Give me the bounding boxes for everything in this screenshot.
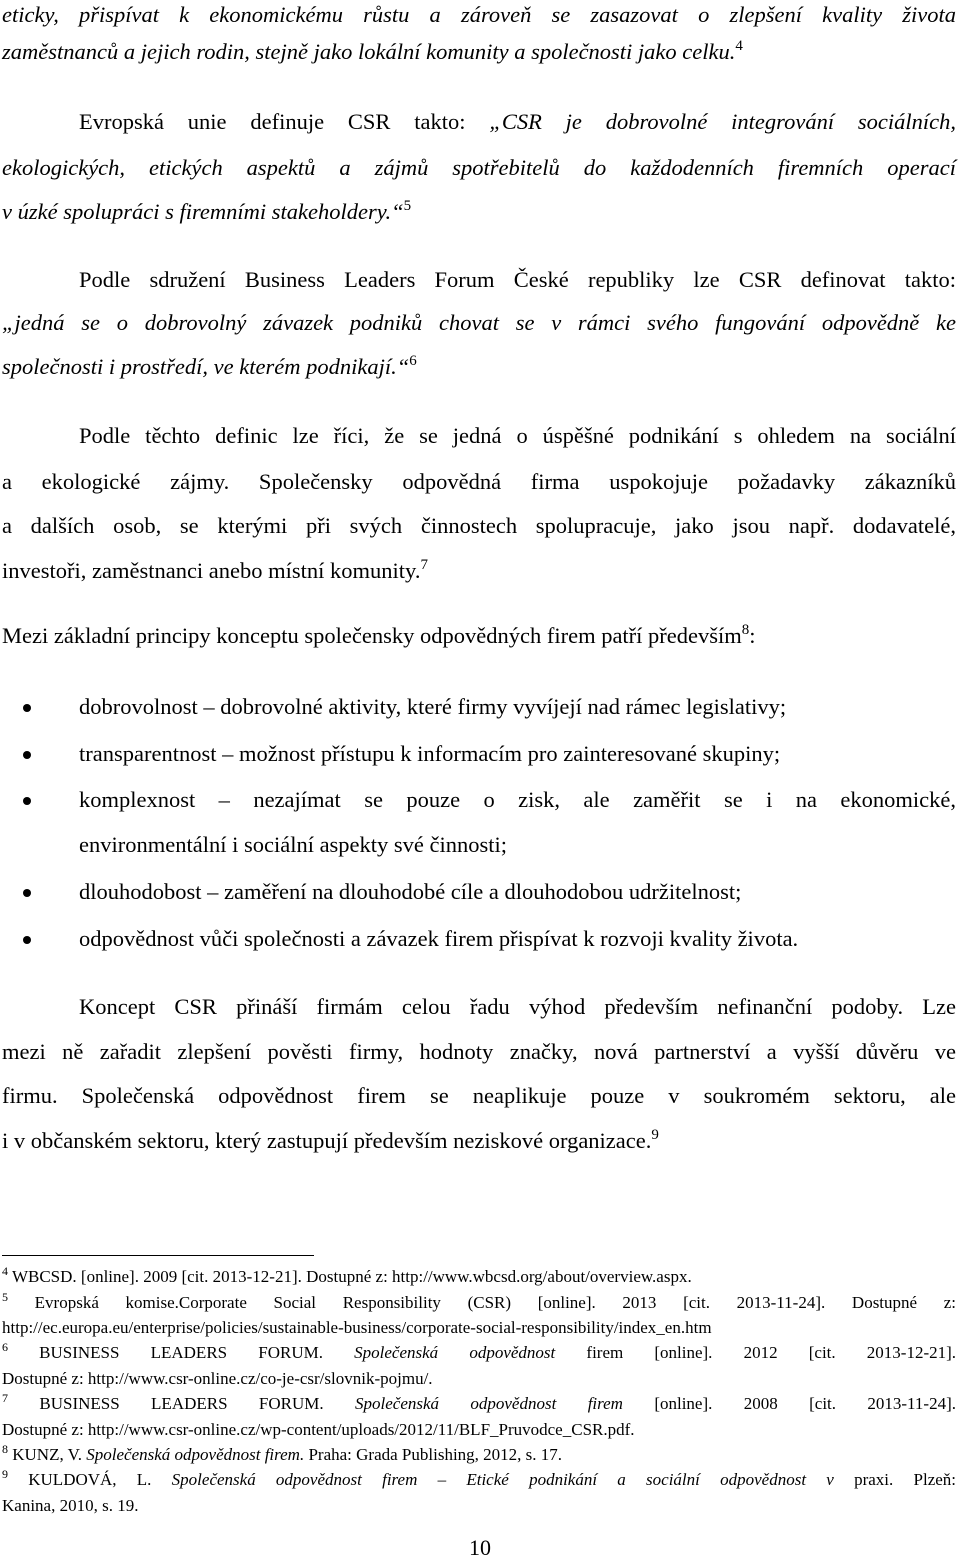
bullet-icon <box>23 936 31 944</box>
list-item: transparentnost – možnost přístupu k informacím pro zainteresované skupiny; <box>0 739 960 769</box>
footnote-separator <box>2 1255 314 1256</box>
page-number: 10 <box>469 1535 491 1560</box>
paragraph-line: Evropská unie definuje CSR takto: „CSR je dobrovolné integrování sociálních, <box>79 109 956 134</box>
footnote-5-url[interactable]: http://ec.europa.eu/enterprise/policies/sustainable-business/corporate-social-responsibility/index_en.htm <box>2 1318 712 1337</box>
footnote-7: $^7$ BUSINESS LEADERS FORUM. Společenská odpovědnost firem [online]. 2008 [cit. 2013-11-24]. <box>2 1391 956 1413</box>
paragraph-line: Podle těchto definic lze říci, že se jedná o úspěšné podnikání s ohledem na sociální <box>79 423 956 448</box>
paragraph-line: „jedná se o dobrovolný závazek podniků chovat se v rámci svého fungování odpovědně ke <box>2 310 956 335</box>
paragraph-line: a dalších osob, se kterými při svých činnostech spolupracuje, jako jsou např. dodavatelé, <box>2 513 956 538</box>
paragraph-line: Koncept CSR přináší firmám celou řadu výhod především nefinanční podoby. Lze <box>79 994 956 1019</box>
paragraph-line: zaměstnanců a jejich rodin, stejně jako lokální komunity a společnosti jako celku.$^4$ <box>2 38 743 64</box>
footnote-4: $^4$ WBCSD. [online]. 2009 [cit. 2013-12-21]. Dostupné z: http://www.wbcsd.org/about/overview.aspx. <box>2 1264 692 1286</box>
footnote-ref[interactable]: 5 <box>403 198 412 214</box>
footnote-6-url[interactable]: Dostupné z: http://www.csr-online.cz/co-je-csr/slovnik-pojmu/. <box>2 1369 433 1388</box>
footnote-ref[interactable]: 4 <box>735 38 743 54</box>
footnote-ref[interactable]: 6 <box>409 353 417 369</box>
list-item: komplexnost – nezajímat se pouze o zisk, ale zaměřit se i na ekonomické, <box>0 785 960 815</box>
footnote-9-cont: Kanina, 2010, s. 19. <box>2 1496 139 1515</box>
list-item: dlouhodobost – zaměření na dlouhodobé cíle a dlouhodobou udržitelnost; <box>0 877 960 907</box>
bullet-icon <box>23 751 31 759</box>
paragraph-line: mezi ně zařadit zlepšení pověsti firmy, hodnoty značky, nová partnerství a vyšší důvěru ve <box>2 1039 956 1064</box>
footnote-ref[interactable]: 7 <box>420 557 428 573</box>
footnote-9: $^9$ KULDOVÁ, L. Společenská odpovědnost firem – Etické podnikání a sociální odpovědnost v praxi. Plzeň: <box>2 1467 957 1489</box>
footnote-ref[interactable]: 9 <box>651 1127 659 1143</box>
paragraph-line: a ekologické zájmy. Společensky odpovědná firma uspokojuje požadavky zákazníků <box>2 469 956 494</box>
bullet-icon <box>23 889 31 897</box>
bullet-icon <box>23 797 31 805</box>
list-item: odpovědnost vůči společnosti a závazek firem přispívat k rozvoji kvality života. <box>0 924 960 954</box>
paragraph-line: Mezi základní principy konceptu společensky odpovědných firem patří především$^8$: <box>2 622 756 648</box>
footnote-5: $^5$ Evropská komise.Corporate Social Responsibility (CSR) [online]. 2013 [cit. 2013-11-24]. Dostupné z: <box>2 1290 957 1312</box>
paragraph-line: v úzké spolupráci s firemními stakeholdery.“$^5$ <box>2 198 412 224</box>
list-item: dobrovolnost – dobrovolné aktivity, které firmy vyvíjejí nad rámec legislativy; <box>0 692 960 722</box>
paragraph-line: společnosti i prostředí, ve kterém podnikají.“$^6$ <box>2 353 417 379</box>
bullet-icon <box>23 704 31 712</box>
footnote-8: $^8$ KUNZ, V. Společenská odpovědnost firem. Praha: Grada Publishing, 2012, s. 17. <box>2 1442 563 1464</box>
footnote-7-url[interactable]: Dostupné z: http://www.csr-online.cz/wp-content/uploads/2012/11/BLF_Pruvodce_CSR.pdf. <box>2 1420 635 1439</box>
paragraph-line: ekologických, etických aspektů a zájmů spotřebitelů do každodenních firemních operací <box>2 155 956 180</box>
paragraph-line: Podle sdružení Business Leaders Forum České republiky lze CSR definovat takto: <box>79 267 956 292</box>
paragraph-line: firmu. Společenská odpovědnost firem se neaplikuje pouze v soukromém sektoru, ale <box>2 1083 956 1108</box>
footnote-ref[interactable]: 8 <box>741 622 750 638</box>
list-item-continuation: environmentální i sociální aspekty své činnosti; <box>79 832 508 857</box>
footnote-6: $^6$ BUSINESS LEADERS FORUM. Společenská odpovědnost firem [online]. 2012 [cit. 2013-12-21]. <box>2 1340 957 1362</box>
paragraph-line: eticky, přispívat k ekonomickému růstu a zároveň se zasazovat o zlepšení kvality života <box>2 2 956 27</box>
paragraph-line: i v občanském sektoru, který zastupují především neziskové organizace.$^9$ <box>2 1127 659 1153</box>
paragraph-line: investoři, zaměstnanci anebo místní komunity.$^7$ <box>2 557 428 583</box>
